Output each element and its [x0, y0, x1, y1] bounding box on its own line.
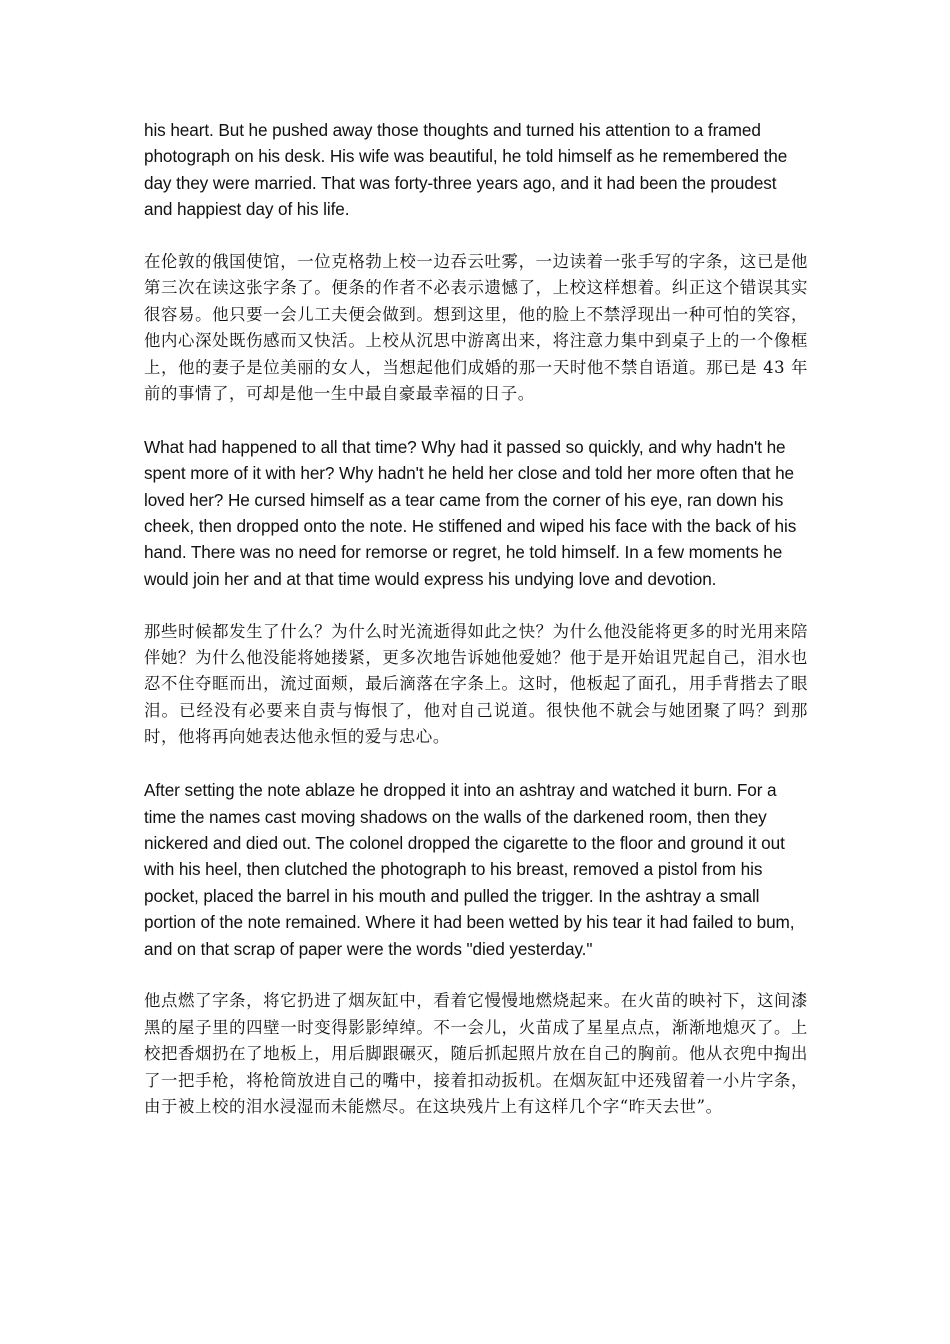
- paragraph-english-3: After setting the note ablaze he dropped it into an ashtray and watched it burn. For a time the names cast moving shadows on the walls of the darkened room, then they nickered and died out. The colonel dropped the cigarette to the floor and ground it out with his heel, then clutched the photograph to his breast, removed a pistol from his pocket, placed the barrel in his mouth and pulled the trigger. In the ashtray a small portion of the note remained. Where it had been wetted by his tear it had failed to bum, and on that scrap of paper were the words "died yesterday.": [144, 780, 795, 959]
- paragraph-chinese-3: 他点燃了字条，将它扔进了烟灰缸中，看着它慢慢地燃烧起来。在火苗的映衬下，这间漆黑的屋子里的四壁一时变得影影绰绰。不一会儿，火苗成了星星点点，渐渐地熄灭了。上校把香烟扔在了地板上，用后脚跟碾灭，随后抓起照片放在自己的胸前。他从衣兜中掏出了一把手枪，将枪筒放进自己的嘴中，接着扣动扳机。在烟灰缸中还残留着一小片字条，由于被上校的泪水浸湿而未能燃尽。在这块残片上有这样几个字“昨天去世”。: [144, 991, 808, 1116]
- document-body: [144, 117, 808, 1120]
- paragraph-chinese-2: 那些时候都发生了什么？为什么时光流逝得如此之快？为什么他没能将更多的时光用来陪伴她？为什么他没能将她搂紧，更多次地告诉她他爱她？他于是开始诅咒起自己，泪水也忍不住夺眶而出，流过面颊，最后滴落在字条上。这时，他板起了面孔，用手背揩去了眼泪。已经没有必要来自责与悔恨了，他对自己说道。很快他不就会与她团聚了吗？到那时，他将再向她表达他永恒的爱与忠心。: [144, 621, 808, 747]
- paragraph-english-2: What had happened to all that time? Why had it passed so quickly, and why hadn't he spent more of it with her? Why hadn't he held her close and told her more often that he loved her? He cursed himself as a tear came from the corner of his eye, ran down his cheek, then dropped onto the note. He stiffened and wiped his face with the back of his hand. There was no need for remorse or regret, he told himself. In a few moments he would join her and at that time would express his undying love and devotion.: [144, 436, 797, 589]
- paragraph-chinese-1: 在伦敦的俄国使馆，一位克格勃上校一边吞云吐雾，一边读着一张手写的字条，这已是他第三次在读这张字条了。便条的作者不必表示遗憾了，上校这样想着。纠正这个错误其实很容易。他只要一会儿工夫便会做到。想到这里，他的脸上不禁浮现出一种可怕的笑容，他内心深处既伤感而又快活。上校从沉思中游离出来，将注意力集中到桌子上的一个像框上，他的妻子是位美丽的女人，当想起他们成婚的那一天时他不禁自语道。那已是 43 年前的事情了，可却是他一生中最自豪最幸福的日子。: [144, 252, 808, 404]
- paragraph-english-1: his heart. But he pushed away those thoughts and turned his attention to a framed photograph on his desk. His wife was beautiful, he told himself as he remembered the day they were married. That was forty-three years ago, and it had been the proudest and happiest day of his life.: [144, 120, 788, 220]
